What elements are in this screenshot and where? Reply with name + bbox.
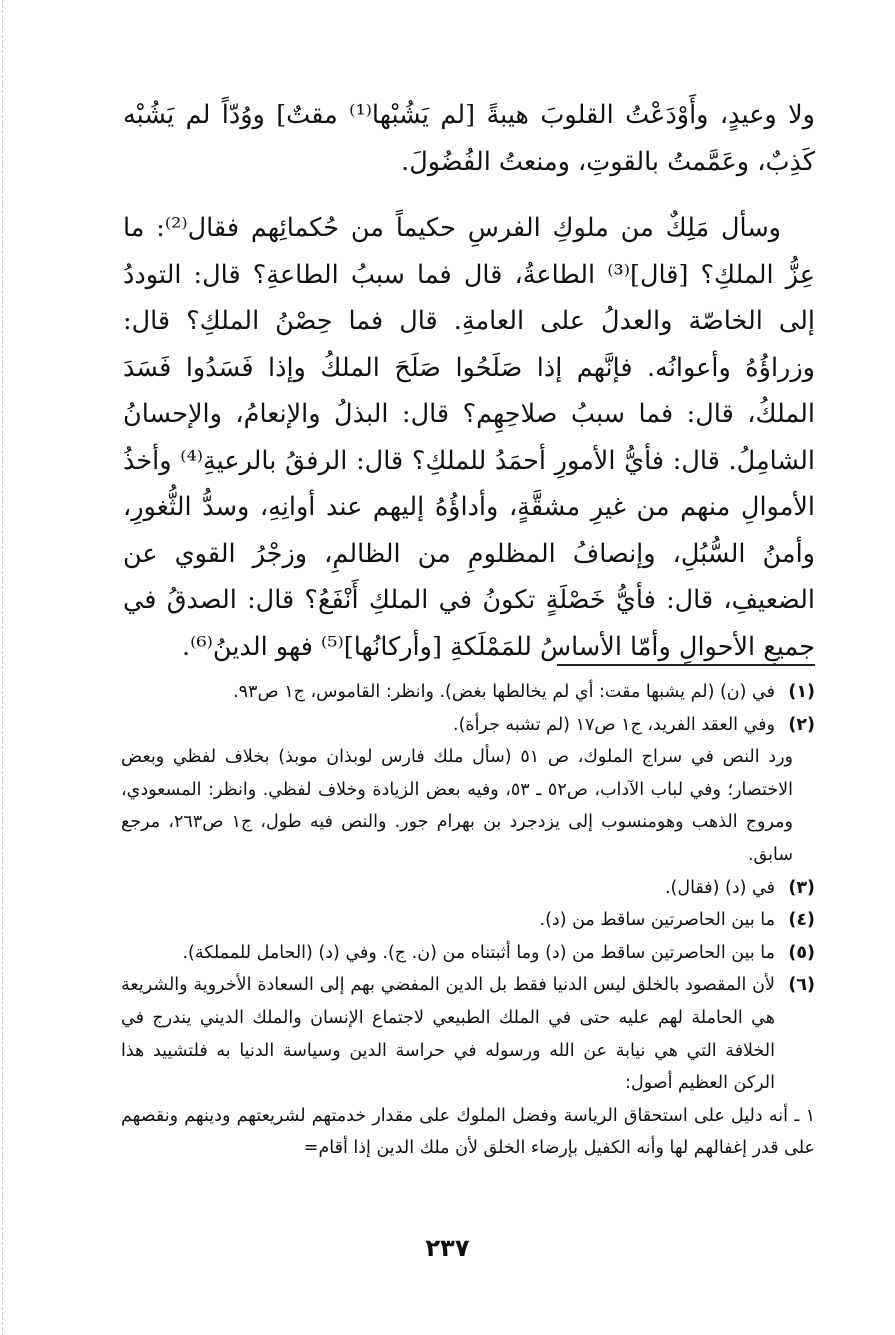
footnote-number: (٥)	[788, 942, 815, 963]
scan-edge-line	[2, 0, 3, 1335]
footnote-text: وفي العقد الفريد، ج١ ص١٧ (لم تشبه جرأة).	[453, 714, 775, 735]
footnote-5	[121, 937, 815, 970]
footnote-number: (٣)	[788, 877, 815, 898]
page-number: ٢٣٧	[425, 1234, 470, 1262]
footnote-divider	[557, 664, 815, 666]
body-paragraph-2: وسأل مَلِكٌ من ملوكِ الفرسِ حكيماً من حُكمائِهم فقال⁽²⁾: ما عِزُّ الملكِ؟ [قال]⁽³⁾ الطاعةُ، قال فما سببُ الطاعةِ؟ قال: التوددُ إلى الخاصّة والعدلُ على العامةِ. قال فما حِصْنُ الملكِ؟ قال: وزراؤُهُ وأعوانُه. فإنَّهم إذا صَلَحُوا صَلَحَ الملكُ وإذا فَسَدُوا فَسَدَ الملكُ، قال: فما سببُ صلاحِهِم؟ قال: البذلُ والإنعامُ، والإحسانُ الشامِلُ. قال: فأيُّ الأمورِ أحمَدُ للملكِ؟ قال: الرفقُ بالرعيةِ⁽⁴⁾ وأخذُ الأموالِ منهم من غيرِ مشقَّةٍ، وأداؤُهُ إليهم عند أوانِهِ، وسدُّ الثُّغورِ، وأمنُ السُّبُلِ، وإنصافُ المظلومِ من الظالمِ، وزجْرُ القوي عن الضعيفِ، قال: فأيُّ خَصْلَةٍ تكونُ في الملكِ أَنْفَعُ؟ قال: الصدقُ في جميعِ الأحوالِ وأمّا الأساسُ للمَمْلَكةِ [وأركانُها]⁽⁵⁾ فهو الدينُ⁽⁶⁾.	[123, 213, 815, 662]
footnote-number: (٦)	[788, 975, 815, 996]
main-text	[123, 92, 815, 690]
footnote-4	[121, 904, 815, 937]
footnote-number: (٢)	[788, 714, 815, 735]
footnote-text: ما بين الحاصرتين ساقط من (د).	[539, 910, 775, 931]
footnote-1	[121, 676, 815, 709]
footnote-number: (٤)	[788, 910, 815, 931]
footnote-6-continuation: ١ ـ أنه دليل على استحقاق الرياسة وفضل الملوك على مقدار خدمتهم لشريعتهم ودينهم ونقصهم على قدر إغفالهم لها وأنه الكفيل بإرضاء الخلق لأن ملك الدين إذا أقام=	[121, 1105, 815, 1159]
footnote-number: (١)	[788, 682, 815, 702]
footnote-text: ما بين الحاصرتين ساقط من (د) وما أثبتناه من (ن. ج). وفي (د) (الحامل للمملكة).	[182, 942, 775, 963]
footnote-2	[121, 709, 815, 742]
footnotes	[121, 676, 815, 1165]
footnote-text: لأن المقصود بالخلق ليس الدنيا فقط بل الدين المفضي بهم إلى السعادة الأخروية والشريعة هي الحاملة لهم عليه حتى في الملك الطبيعي لاجتماع الإنسان والملك الديني يندرج في الخلافة التي هي نيابة عن الله ورسوله في حراسة الدين وسياسة الدنيا به فلتشييد هذا الركن العظيم أصول:	[121, 975, 775, 1094]
body-paragraph-1: ولا وعيدٍ، وأَوْدَعْتُ القلوبَ هيبةً [لم يَشُبْها⁽¹⁾ مقتٌ] ووُدّاً لم يَشُبْه كَذِبٌ، وعَمَّمتُ بالقوتِ، ومنعتُ الفُضُولَ.	[123, 100, 815, 177]
footnote-text: في (د) (فقال).	[664, 877, 775, 898]
footnote-text: في (ن) (لم يشبها مقت: أي لم يخالطها بغض). وانظر: القاموس، ج١ ص٩٣.	[233, 682, 775, 702]
footnote-2-continuation: ورد النص في سراج الملوك، ص ٥١ (سأل ملك فارس لوبذان موبذ) بخلاف لفظي وبعض الاختصار؛ وفي لباب الآداب، ص٥٢ ـ ٥٣، وفيه بعض الزيادة وخلاف لفظي. وانظر: المسعودي، ومروج الذهب وهومنسوب إلى يزدجرد بن بهرام جور. والنص فيه طول، ج١ ص٢٦٣، مرجع سابق.	[121, 747, 793, 865]
footnote-6	[121, 969, 815, 1099]
footnote-3	[121, 872, 815, 905]
